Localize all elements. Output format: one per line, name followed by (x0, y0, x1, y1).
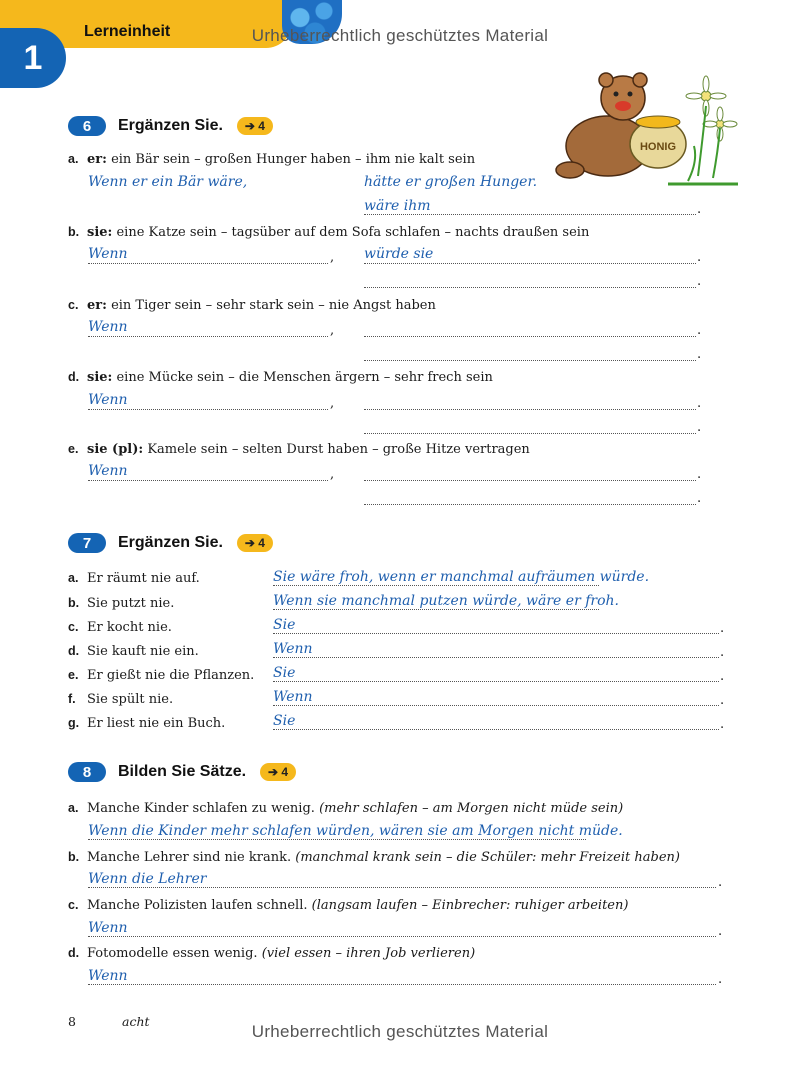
item-letter: c. (68, 620, 79, 634)
item-prompt: sie: eine Mücke sein – die Menschen ärgern – sehr frech sein (87, 370, 493, 385)
item-letter: g. (68, 716, 80, 730)
item-prompt: Sie putzt nie. (87, 596, 175, 611)
exercise-6-header (68, 116, 273, 136)
item-letter: b. (68, 850, 80, 864)
answer-text: wäre ihm (364, 198, 431, 214)
answer-line[interactable] (273, 705, 719, 706)
bear-honey-illustration (548, 66, 740, 192)
reference-badge: ➔ 4 (260, 763, 296, 781)
item-prompt: Sie spült nie. (87, 692, 174, 707)
item-letter: d. (68, 644, 80, 658)
exercise-7-header (68, 533, 273, 553)
item-letter: e. (68, 668, 79, 682)
answer-line[interactable] (88, 887, 716, 888)
page-number-word: acht (122, 1014, 150, 1029)
answer-line[interactable] (364, 504, 696, 505)
item-letter: a. (68, 571, 79, 585)
answer-line[interactable] (88, 409, 328, 410)
answer-line[interactable] (273, 729, 719, 730)
answer-line[interactable] (364, 263, 696, 264)
item-prompt: Manche Lehrer sind nie krank. (manchmal krank sein – die Schüler: mehr Freizeit haben) (87, 850, 680, 865)
answer-text: Wenn die Kinder mehr schlafen würden, wären sie am Morgen nicht müde. (88, 823, 623, 839)
answer-line[interactable] (88, 936, 716, 937)
answer-line[interactable] (364, 287, 696, 288)
item-prompt: Manche Polizisten laufen schnell. (langsam laufen – Einbrecher: ruhiger arbeiten) (87, 898, 629, 913)
unit-label: Lerneinheit (84, 23, 171, 40)
answer-line[interactable] (364, 336, 696, 337)
answer-line[interactable] (273, 609, 599, 610)
answer-text: würde sie (364, 246, 434, 262)
answer-text: Wenn sie manchmal putzen würde, wäre er froh. (273, 593, 619, 609)
item-letter: c. (68, 898, 79, 912)
answer-line[interactable] (88, 480, 328, 481)
item-letter: d. (68, 370, 80, 384)
answer-line[interactable] (88, 839, 586, 840)
answer-text: Sie wäre froh, wenn er manchmal aufräumen würde. (273, 569, 650, 585)
watermark-bottom: Urheberrechtlich geschütztes Material (251, 1022, 549, 1041)
item-letter: e. (68, 442, 79, 456)
item-letter: f. (68, 692, 76, 706)
answer-text: Sie (273, 665, 296, 681)
answer-text: Wenn (88, 246, 128, 262)
item-prompt: Er gießt nie die Pflanzen. (87, 668, 255, 683)
answer-text: Wenn (88, 392, 128, 408)
answer-line[interactable] (88, 336, 328, 337)
item-prompt: Fotomodelle essen wenig. (viel essen – ihren Job verlieren) (87, 946, 476, 961)
answer-text: Wenn die Lehrer (88, 871, 207, 887)
item-prompt: Er kocht nie. (87, 620, 172, 635)
answer-line[interactable] (364, 409, 696, 410)
answer-text: Wenn (273, 641, 313, 657)
watermark-top: Urheberrechtlich geschütztes Material (251, 26, 549, 45)
unit-number-badge: 1 (0, 28, 66, 88)
item-prompt: Manche Kinder schlafen zu wenig. (mehr schlafen – am Morgen nicht müde sein) (87, 801, 624, 816)
exercise-number: 8 (68, 762, 106, 782)
page-number: 8 (68, 1014, 76, 1029)
exercise-8-header (68, 762, 296, 782)
exercise-number: 6 (68, 116, 106, 136)
item-prompt: Er liest nie ein Buch. (87, 716, 226, 731)
item-letter: b. (68, 225, 80, 239)
item-prompt: sie (pl): Kamele sein – selten Durst haben – große Hitze vertragen (87, 442, 530, 457)
answer-text: Wenn (88, 920, 128, 936)
exercise-title: Ergänzen Sie. (118, 117, 223, 134)
answer-line[interactable] (364, 214, 696, 215)
answer-line[interactable] (364, 480, 696, 481)
reference-badge: ➔ 4 (237, 534, 273, 552)
answer-text: Wenn (88, 319, 128, 335)
answer-line[interactable] (364, 433, 696, 434)
item-prompt: er: ein Bär sein – großen Hunger haben – ihm nie kalt sein (87, 152, 476, 167)
exercise-title: Ergänzen Sie. (118, 534, 223, 551)
answer-text: Wenn (273, 689, 313, 705)
item-prompt: sie: eine Katze sein – tagsüber auf dem Sofa schlafen – nachts draußen sein (87, 225, 590, 240)
answer-line[interactable] (88, 263, 328, 264)
exercise-number: 7 (68, 533, 106, 553)
answer-text: Wenn (88, 463, 128, 479)
answer-line[interactable] (364, 360, 696, 361)
answer-text: Wenn (88, 968, 128, 984)
item-prompt: Er räumt nie auf. (87, 571, 200, 586)
reference-badge: ➔ 4 (237, 117, 273, 135)
answer-line[interactable] (88, 984, 716, 985)
honey-pot-label: HONIG (639, 141, 677, 153)
item-prompt: Sie kauft nie ein. (87, 644, 199, 659)
answer-line[interactable] (273, 681, 719, 682)
answer-text: Wenn er ein Bär wäre, (88, 174, 248, 190)
item-letter: b. (68, 596, 80, 610)
answer-line[interactable] (273, 657, 719, 658)
item-prompt: er: ein Tiger sein – sehr stark sein – nie Angst haben (87, 298, 436, 313)
answer-text: Sie (273, 713, 296, 729)
answer-line[interactable] (273, 633, 719, 634)
item-letter: a. (68, 152, 79, 166)
answer-text: Sie (273, 617, 296, 633)
item-letter: a. (68, 801, 79, 815)
item-letter: d. (68, 946, 80, 960)
answer-line[interactable] (273, 585, 599, 586)
answer-text: hätte er großen Hunger. (364, 174, 538, 190)
item-letter: c. (68, 298, 79, 312)
exercise-title: Bilden Sie Sätze. (118, 763, 247, 780)
